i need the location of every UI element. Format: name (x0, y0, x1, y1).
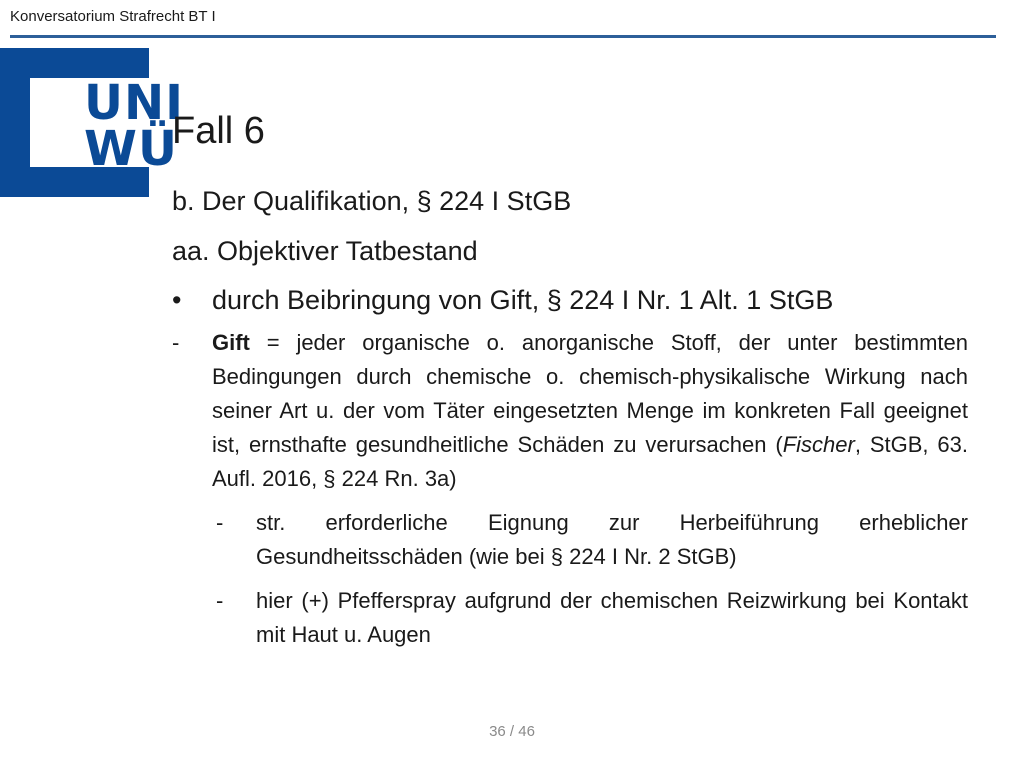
heading-objective-element: aa. Objektiver Tatbestand (172, 236, 478, 266)
sub-point-text: str. erforderliche Eignung zur Herbeiführung erheblicher Gesundheitsschäden (wie bei § 224 I Nr. 2 StGB) (256, 510, 968, 569)
definition-item (172, 326, 968, 496)
citation-author: Fischer (782, 432, 855, 457)
definition-text-before: = jeder organische o. anorganische Stoff, der unter bestimmten Bedingungen durch chemische o. chemisch-physikalische Wirkung nach seiner Art u. der vom Täter eingesetzten Menge im konkreten Fall geeignet ist, ernsthafte gesundheitliche Schäden zu verursachen ( (212, 330, 968, 457)
logo-text-line-2: WÜ (84, 121, 178, 177)
bullet-item (172, 282, 968, 318)
bullet-text: durch Beibringung von Gift, § 224 I Nr. 1 Alt. 1 StGB (212, 285, 834, 315)
header-title: Konversatorium Strafrecht BT I (10, 8, 216, 25)
dash-marker: - (216, 588, 224, 613)
sub-point-item (216, 584, 968, 652)
slide-title: Fall 6 (172, 110, 265, 152)
definition-text (212, 326, 968, 496)
sub-point-text: hier (+) Pfefferspray aufgrund der chemischen Reizwirkung bei Kontakt mit Haut u. Augen (256, 588, 968, 647)
definition-term: Gift (212, 330, 250, 355)
page-number: 36 / 46 (489, 723, 535, 740)
header-divider (10, 35, 996, 38)
logo-text-line-1: UNI (84, 75, 185, 131)
dash-marker: - (216, 510, 224, 535)
dash-marker: - (172, 330, 180, 355)
sub-point-item (216, 506, 968, 574)
heading-qualification: b. Der Qualifikation, § 224 I StGB (172, 186, 572, 216)
slide-content (172, 182, 968, 652)
bullet-marker: • (172, 285, 182, 315)
definition-text-after: , StGB, 63. Aufl. 2016, § 224 Rn. 3a) (212, 432, 968, 491)
